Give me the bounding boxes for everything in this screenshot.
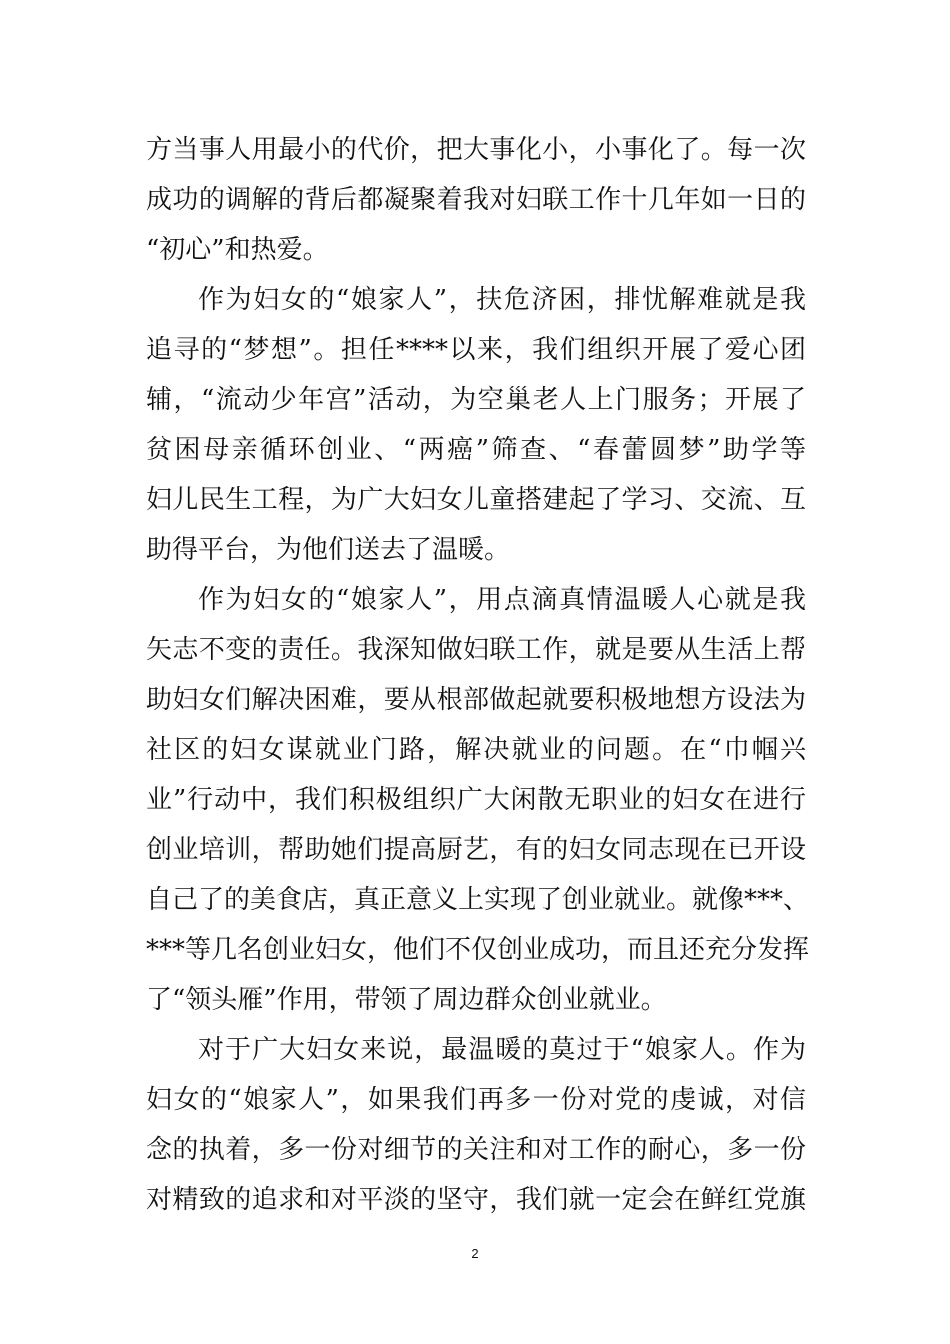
text-line-12: 助妇女们解决困难，要从根部做起就要积极地想方设法为 [146,685,806,715]
text-line-18: 了“领头雁”作用，带领了周边群众创业就业。 [146,985,667,1015]
text-line-15: 创业培训，帮助她们提高厨艺，有的妇女同志现在已开设 [146,835,806,865]
text-line-16: 自己了的美食店，真正意义上实现了创业就业。就像***、 [146,885,810,915]
text-line-10: 作为妇女的“娘家人”，用点滴真情温暖人心就是我 [198,585,806,615]
text-line-19: 对于广大妇女来说，最温暖的莫过于“娘家人。作为 [198,1035,806,1065]
text-line-1: 方当事人用最小的代价，把大事化小，小事化了。每一次 [146,135,806,165]
text-line-6: 辅，“流动少年宫”活动，为空巢老人上门服务；开展了 [146,385,806,415]
page-number: 2 [471,1246,479,1261]
text-line-2: 成功的调解的背后都凝聚着我对妇联工作十几年如一日的 [146,185,806,215]
text-line-9: 助得平台，为他们送去了温暖。 [146,535,511,565]
text-line-4: 作为妇女的“娘家人”，扶危济困，排忧解难就是我 [198,285,806,315]
text-line-11: 矢志不变的责任。我深知做妇联工作，就是要从生活上帮 [146,635,806,665]
text-line-5: 追寻的“梦想”。担任****以来，我们组织开展了爱心团 [146,335,806,365]
text-line-21: 念的执着，多一份对细节的关注和对工作的耐心，多一份 [146,1135,806,1165]
text-line-14: 业”行动中，我们积极组织广大闲散无职业的妇女在进行 [146,785,806,815]
text-line-13: 社区的妇女谋就业门路，解决就业的问题。在“巾帼兴 [146,735,806,765]
text-line-20: 妇女的“娘家人”，如果我们再多一份对党的虔诚，对信 [146,1085,806,1115]
text-line-22: 对精致的追求和对平淡的坚守，我们就一定会在鲜红党旗 [146,1185,806,1215]
text-line-7: 贫困母亲循环创业、“两癌”筛查、“春蕾圆梦”助学等 [146,435,806,465]
text-line-17: ***等几名创业妇女，他们不仅创业成功，而且还充分发挥 [146,935,810,965]
text-line-3: “初心”和热爱。 [146,235,329,265]
text-line-8: 妇儿民生工程，为广大妇女儿童搭建起了学习、交流、互 [146,485,806,515]
